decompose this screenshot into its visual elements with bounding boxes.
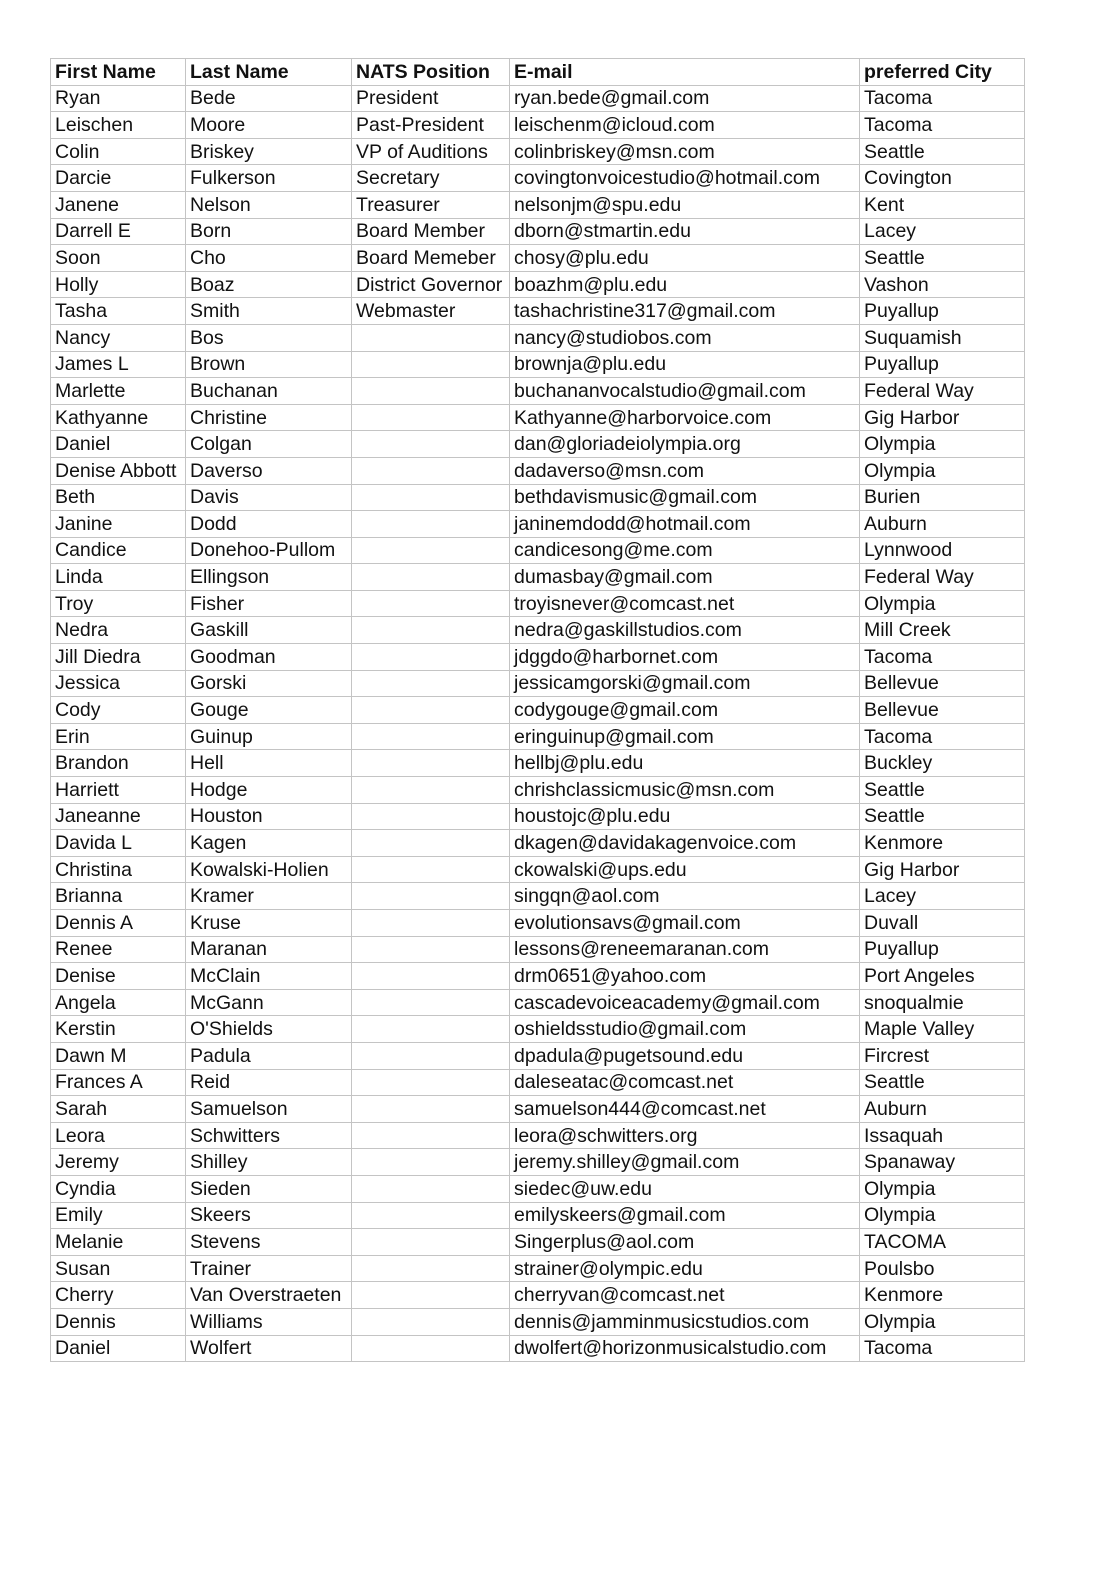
table-row [51,378,1025,405]
last-name-cell: Sieden [186,1175,352,1202]
table-row [51,165,1025,192]
last-name-cell: Dodd [186,511,352,538]
nats-position-cell [352,404,510,431]
preferred-city-cell: Burien [860,484,1025,511]
last-name-cell: O'Shields [186,1016,352,1043]
nats-position-cell [352,723,510,750]
nats-position-cell: Secretary [352,165,510,192]
preferred-city-cell: Kenmore [860,830,1025,857]
table-row [51,803,1025,830]
preferred-city-cell: Mill Creek [860,617,1025,644]
table-row [51,670,1025,697]
preferred-city-cell: Lacey [860,218,1025,245]
preferred-city-cell: Covington [860,165,1025,192]
nats-position-cell [352,1255,510,1282]
table-row [51,856,1025,883]
header-email: E-mail [510,59,860,86]
first-name-cell: Emily [51,1202,186,1229]
email-cell: ckowalski@ups.edu [510,856,860,883]
table-row [51,1069,1025,1096]
last-name-cell: Padula [186,1042,352,1069]
email-cell: dwolfert@horizonmusicalstudio.com [510,1335,860,1362]
nats-position-cell [352,484,510,511]
first-name-cell: Denise [51,963,186,990]
last-name-cell: Gaskill [186,617,352,644]
preferred-city-cell: Vashon [860,271,1025,298]
member-roster-table [50,58,1025,1362]
email-cell: daleseatac@comcast.net [510,1069,860,1096]
first-name-cell: Cherry [51,1282,186,1309]
preferred-city-cell: Olympia [860,1202,1025,1229]
table-row [51,298,1025,325]
last-name-cell: McGann [186,989,352,1016]
preferred-city-cell: Port Angeles [860,963,1025,990]
table-row [51,883,1025,910]
nats-position-cell: District Governor [352,271,510,298]
nats-position-cell [352,564,510,591]
first-name-cell: Jeremy [51,1149,186,1176]
email-cell: leora@schwitters.org [510,1122,860,1149]
first-name-cell: Cyndia [51,1175,186,1202]
table-row [51,830,1025,857]
email-cell: troyisnever@comcast.net [510,590,860,617]
last-name-cell: Bede [186,85,352,112]
nats-position-cell [352,1282,510,1309]
table-row [51,324,1025,351]
table-row [51,1149,1025,1176]
email-cell: colinbriskey@msn.com [510,138,860,165]
email-cell: oshieldsstudio@gmail.com [510,1016,860,1043]
email-cell: dennis@jamminmusicstudios.com [510,1308,860,1335]
last-name-cell: Trainer [186,1255,352,1282]
last-name-cell: Nelson [186,191,352,218]
email-cell: drm0651@yahoo.com [510,963,860,990]
last-name-cell: Kramer [186,883,352,910]
first-name-cell: Marlette [51,378,186,405]
last-name-cell: Christine [186,404,352,431]
email-cell: jeremy.shilley@gmail.com [510,1149,860,1176]
first-name-cell: Dawn M [51,1042,186,1069]
email-cell: dadaverso@msn.com [510,457,860,484]
table-row [51,1175,1025,1202]
nats-position-cell [352,1175,510,1202]
email-cell: singqn@aol.com [510,883,860,910]
nats-position-cell [352,537,510,564]
last-name-cell: Born [186,218,352,245]
email-cell: cascadevoiceacademy@gmail.com [510,989,860,1016]
last-name-cell: Bos [186,324,352,351]
email-cell: chrishclassicmusic@msn.com [510,777,860,804]
last-name-cell: Schwitters [186,1122,352,1149]
nats-position-cell [352,856,510,883]
first-name-cell: Cody [51,697,186,724]
preferred-city-cell: Puyallup [860,298,1025,325]
table-row [51,723,1025,750]
preferred-city-cell: snoqualmie [860,989,1025,1016]
nats-position-cell [352,1308,510,1335]
email-cell: buchananvocalstudio@gmail.com [510,378,860,405]
first-name-cell: Janene [51,191,186,218]
preferred-city-cell: Tacoma [860,112,1025,139]
last-name-cell: Colgan [186,431,352,458]
last-name-cell: Fisher [186,590,352,617]
first-name-cell: Nancy [51,324,186,351]
nats-position-cell: VP of Auditions [352,138,510,165]
table-row [51,936,1025,963]
nats-position-cell: President [352,85,510,112]
preferred-city-cell: Olympia [860,457,1025,484]
last-name-cell: Daverso [186,457,352,484]
nats-position-cell: Past-President [352,112,510,139]
first-name-cell: Darcie [51,165,186,192]
preferred-city-cell: Olympia [860,1175,1025,1202]
table-row [51,697,1025,724]
preferred-city-cell: Gig Harbor [860,856,1025,883]
first-name-cell: Denise Abbott [51,457,186,484]
preferred-city-cell: Lynnwood [860,537,1025,564]
last-name-cell: Briskey [186,138,352,165]
nats-position-cell: Board Member [352,218,510,245]
email-cell: jessicamgorski@gmail.com [510,670,860,697]
preferred-city-cell: Seattle [860,777,1025,804]
email-cell: dkagen@davidakagenvoice.com [510,830,860,857]
email-cell: samuelson444@comcast.net [510,1096,860,1123]
header-first-name: First Name [51,59,186,86]
header-nats-position: NATS Position [352,59,510,86]
last-name-cell: Gouge [186,697,352,724]
table-row [51,431,1025,458]
last-name-cell: Williams [186,1308,352,1335]
last-name-cell: Kagen [186,830,352,857]
email-cell: candicesong@me.com [510,537,860,564]
table-row [51,1282,1025,1309]
table-row [51,271,1025,298]
table-row [51,1229,1025,1256]
nats-position-cell [352,830,510,857]
nats-position-cell: Webmaster [352,298,510,325]
first-name-cell: Frances A [51,1069,186,1096]
nats-position-cell [352,910,510,937]
email-cell: dumasbay@gmail.com [510,564,860,591]
last-name-cell: Shilley [186,1149,352,1176]
preferred-city-cell: Olympia [860,590,1025,617]
first-name-cell: Brandon [51,750,186,777]
last-name-cell: Davis [186,484,352,511]
table-row [51,617,1025,644]
first-name-cell: Harriett [51,777,186,804]
preferred-city-cell: Duvall [860,910,1025,937]
table-row [51,1255,1025,1282]
last-name-cell: Samuelson [186,1096,352,1123]
email-cell: nelsonjm@spu.edu [510,191,860,218]
nats-position-cell [352,1096,510,1123]
table-row [51,404,1025,431]
header-preferred-city: preferred City [860,59,1025,86]
email-cell: covingtonvoicestudio@hotmail.com [510,165,860,192]
table-row [51,1122,1025,1149]
first-name-cell: Janeanne [51,803,186,830]
last-name-cell: Ellingson [186,564,352,591]
last-name-cell: Donehoo-Pullom [186,537,352,564]
email-cell: houstojc@plu.edu [510,803,860,830]
first-name-cell: Daniel [51,1335,186,1362]
nats-position-cell [352,670,510,697]
email-cell: nedra@gaskillstudios.com [510,617,860,644]
table-row [51,218,1025,245]
preferred-city-cell: Federal Way [860,378,1025,405]
email-cell: chosy@plu.edu [510,245,860,272]
table-row [51,457,1025,484]
nats-position-cell: Board Memeber [352,245,510,272]
nats-position-cell [352,590,510,617]
first-name-cell: Janine [51,511,186,538]
preferred-city-cell: Olympia [860,1308,1025,1335]
nats-position-cell [352,1069,510,1096]
first-name-cell: Colin [51,138,186,165]
preferred-city-cell: Gig Harbor [860,404,1025,431]
preferred-city-cell: Bellevue [860,670,1025,697]
first-name-cell: James L [51,351,186,378]
first-name-cell: Candice [51,537,186,564]
email-cell: janinemdodd@hotmail.com [510,511,860,538]
email-cell: hellbj@plu.edu [510,750,860,777]
last-name-cell: Boaz [186,271,352,298]
last-name-cell: Guinup [186,723,352,750]
nats-position-cell [352,1202,510,1229]
nats-position-cell [352,803,510,830]
email-cell: tashachristine317@gmail.com [510,298,860,325]
nats-position-cell [352,777,510,804]
preferred-city-cell: Poulsbo [860,1255,1025,1282]
last-name-cell: Brown [186,351,352,378]
last-name-cell: Reid [186,1069,352,1096]
email-cell: strainer@olympic.edu [510,1255,860,1282]
table-row [51,1202,1025,1229]
preferred-city-cell: TACOMA [860,1229,1025,1256]
first-name-cell: Daniel [51,431,186,458]
first-name-cell: Melanie [51,1229,186,1256]
table-row [51,1335,1025,1362]
table-row [51,1096,1025,1123]
last-name-cell: Smith [186,298,352,325]
preferred-city-cell: Spanaway [860,1149,1025,1176]
nats-position-cell [352,1042,510,1069]
last-name-cell: McClain [186,963,352,990]
last-name-cell: Hell [186,750,352,777]
table-row [51,1308,1025,1335]
email-cell: dan@gloriadeiolympia.org [510,431,860,458]
table-row [51,590,1025,617]
preferred-city-cell: Kenmore [860,1282,1025,1309]
email-cell: jdggdo@harbornet.com [510,644,860,671]
table-row [51,511,1025,538]
nats-position-cell [352,697,510,724]
table-row [51,537,1025,564]
header-last-name: Last Name [186,59,352,86]
preferred-city-cell: Kent [860,191,1025,218]
last-name-cell: Gorski [186,670,352,697]
preferred-city-cell: Seattle [860,803,1025,830]
first-name-cell: Linda [51,564,186,591]
nats-position-cell [352,457,510,484]
nats-position-cell [352,883,510,910]
email-cell: codygouge@gmail.com [510,697,860,724]
email-cell: cherryvan@comcast.net [510,1282,860,1309]
first-name-cell: Darrell E [51,218,186,245]
table-row [51,777,1025,804]
table-row [51,963,1025,990]
preferred-city-cell: Seattle [860,245,1025,272]
last-name-cell: Van Overstraeten [186,1282,352,1309]
first-name-cell: Leischen [51,112,186,139]
nats-position-cell [352,1229,510,1256]
nats-position-cell [352,378,510,405]
nats-position-cell [352,1149,510,1176]
table-row [51,85,1025,112]
preferred-city-cell: Tacoma [860,644,1025,671]
first-name-cell: Leora [51,1122,186,1149]
nats-position-cell [352,351,510,378]
email-cell: emilyskeers@gmail.com [510,1202,860,1229]
preferred-city-cell: Olympia [860,431,1025,458]
first-name-cell: Sarah [51,1096,186,1123]
nats-position-cell [352,936,510,963]
table-row [51,644,1025,671]
first-name-cell: Angela [51,989,186,1016]
first-name-cell: Kerstin [51,1016,186,1043]
preferred-city-cell: Maple Valley [860,1016,1025,1043]
preferred-city-cell: Puyallup [860,936,1025,963]
first-name-cell: Susan [51,1255,186,1282]
first-name-cell: Renee [51,936,186,963]
preferred-city-cell: Seattle [860,1069,1025,1096]
preferred-city-cell: Buckley [860,750,1025,777]
email-cell: Singerplus@aol.com [510,1229,860,1256]
last-name-cell: Wolfert [186,1335,352,1362]
last-name-cell: Kruse [186,910,352,937]
preferred-city-cell: Seattle [860,138,1025,165]
preferred-city-cell: Tacoma [860,85,1025,112]
email-cell: dpadula@pugetsound.edu [510,1042,860,1069]
email-cell: siedec@uw.edu [510,1175,860,1202]
email-cell: ryan.bede@gmail.com [510,85,860,112]
last-name-cell: Buchanan [186,378,352,405]
first-name-cell: Nedra [51,617,186,644]
first-name-cell: Troy [51,590,186,617]
nats-position-cell [352,511,510,538]
nats-position-cell [352,1335,510,1362]
nats-position-cell [352,989,510,1016]
last-name-cell: Kowalski-Holien [186,856,352,883]
nats-position-cell [352,750,510,777]
last-name-cell: Maranan [186,936,352,963]
header-row [51,59,1025,86]
preferred-city-cell: Tacoma [860,1335,1025,1362]
preferred-city-cell: Bellevue [860,697,1025,724]
first-name-cell: Dennis A [51,910,186,937]
preferred-city-cell: Suquamish [860,324,1025,351]
nats-position-cell [352,324,510,351]
nats-position-cell [352,644,510,671]
first-name-cell: Brianna [51,883,186,910]
email-cell: leischenm@icloud.com [510,112,860,139]
first-name-cell: Holly [51,271,186,298]
preferred-city-cell: Puyallup [860,351,1025,378]
nats-position-cell [352,617,510,644]
table-row [51,1042,1025,1069]
table-row [51,1016,1025,1043]
roster-body [51,85,1025,1362]
first-name-cell: Jill Diedra [51,644,186,671]
nats-position-cell [352,963,510,990]
preferred-city-cell: Federal Way [860,564,1025,591]
first-name-cell: Kathyanne [51,404,186,431]
table-row [51,191,1025,218]
email-cell: eringuinup@gmail.com [510,723,860,750]
table-row [51,989,1025,1016]
last-name-cell: Fulkerson [186,165,352,192]
last-name-cell: Moore [186,112,352,139]
table-row [51,138,1025,165]
table-row [51,750,1025,777]
table-row [51,564,1025,591]
first-name-cell: Christina [51,856,186,883]
email-cell: dborn@stmartin.edu [510,218,860,245]
first-name-cell: Tasha [51,298,186,325]
table-row [51,112,1025,139]
table-row [51,910,1025,937]
preferred-city-cell: Fircrest [860,1042,1025,1069]
email-cell: nancy@studiobos.com [510,324,860,351]
table-row [51,351,1025,378]
email-cell: lessons@reneemaranan.com [510,936,860,963]
first-name-cell: Davida L [51,830,186,857]
last-name-cell: Skeers [186,1202,352,1229]
email-cell: bethdavismusic@gmail.com [510,484,860,511]
email-cell: Kathyanne@harborvoice.com [510,404,860,431]
table-row [51,484,1025,511]
last-name-cell: Houston [186,803,352,830]
preferred-city-cell: Auburn [860,511,1025,538]
nats-position-cell [352,431,510,458]
nats-position-cell [352,1016,510,1043]
preferred-city-cell: Auburn [860,1096,1025,1123]
email-cell: boazhm@plu.edu [510,271,860,298]
table-row [51,245,1025,272]
email-cell: evolutionsavs@gmail.com [510,910,860,937]
first-name-cell: Beth [51,484,186,511]
nats-position-cell [352,1122,510,1149]
preferred-city-cell: Tacoma [860,723,1025,750]
last-name-cell: Goodman [186,644,352,671]
first-name-cell: Dennis [51,1308,186,1335]
first-name-cell: Erin [51,723,186,750]
first-name-cell: Soon [51,245,186,272]
first-name-cell: Ryan [51,85,186,112]
first-name-cell: Jessica [51,670,186,697]
last-name-cell: Hodge [186,777,352,804]
preferred-city-cell: Lacey [860,883,1025,910]
nats-position-cell: Treasurer [352,191,510,218]
preferred-city-cell: Issaquah [860,1122,1025,1149]
last-name-cell: Cho [186,245,352,272]
last-name-cell: Stevens [186,1229,352,1256]
email-cell: brownja@plu.edu [510,351,860,378]
